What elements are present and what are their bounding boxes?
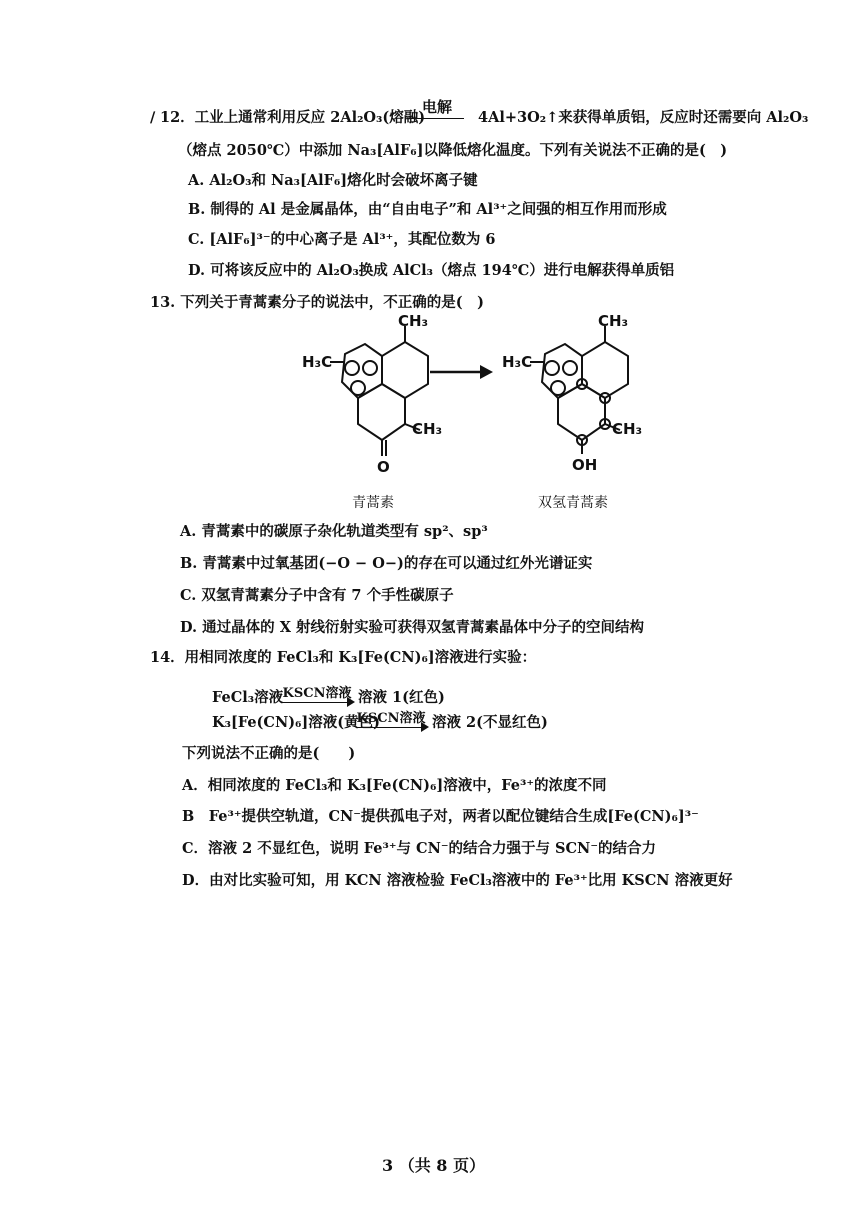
dha-oh-label: OH (572, 456, 598, 474)
q12-option-a: A. Al₂O₃和 Na₃[AlF₆]熔化时会破坏离子键 (188, 172, 478, 189)
dha-o2 (563, 361, 577, 375)
page-number: 3 （共 8 页） (382, 1156, 485, 1175)
q12-stem-c: （熔点 2050℃）中添加 Na₃[AlF₆]以降低熔化温度。下列有关说法不正确的是( ) (178, 142, 728, 159)
artemisinin-ch3-top-label: CH₃ (398, 312, 429, 330)
dha-h3c-label: H₃C (502, 353, 533, 371)
dihydroartemisinin-caption: 双氢青蒿素 (538, 495, 608, 511)
q12-stem-a: 12．工业上通常利用反应 2Al₂O₃(熔融) (160, 109, 426, 126)
q14-reaction2-arrow-label: KSCN溶液 (356, 711, 426, 726)
q13-option-a: A. 青蒿素中的碳原子杂化轨道类型有 sp²、sp³ (180, 523, 488, 540)
q14-reaction1-left: FeCl₃溶液 (212, 689, 284, 706)
artemisinin-ring-right (382, 342, 428, 398)
artemisinin-ring-lower (358, 384, 405, 440)
q12-option-b: B. 制得的 Al 是金属晶体，由“自由电子”和 Al³⁺之间强的相互作用而形成 (188, 201, 667, 218)
q13-option-d: D. 通过晶体的 X 射线衍射实验可获得双氢青蒿素晶体中分子的空间结构 (180, 619, 644, 636)
q13-stem: 13. 下列关于青蒿素分子的说法中，不正确的是( ) (150, 294, 484, 311)
q14-reaction1-arrow-shaft (282, 702, 352, 703)
artemisinin-o3 (351, 381, 365, 395)
q14-reaction2-left: K₃[Fe(CN)₆]溶液(黄色) (212, 714, 380, 731)
q14-reaction2-arrow-head (421, 722, 429, 732)
dha-o1 (545, 361, 559, 375)
q14-option-b: B Fe³⁺提供空轨道，CN⁻提供孤电子对，两者以配位键结合生成[Fe(CN)₆]³⁻ (182, 808, 699, 825)
q14-option-a: A．相同浓度的 FeCl₃和 K₃[Fe(CN)₆]溶液中，Fe³⁺的浓度不同 (182, 777, 607, 794)
q14-reaction1-right: 溶液 1(红色) (358, 689, 445, 706)
artemisinin-o1 (345, 361, 359, 375)
q13-option-b: B. 青蒿素中过氧基团(−O − O−)的存在可以通过红外光谱证实 (180, 555, 593, 572)
q14-stem: 14．用相同浓度的 FeCl₃和 K₃[Fe(CN)₆]溶液进行实验： (150, 649, 537, 666)
q14-reaction1-arrow-head (347, 697, 355, 707)
q12-mark: ∕ (150, 109, 156, 126)
dha-ch3-bottom-label: CH₃ (612, 420, 643, 438)
artemisinin-o-label: O (377, 458, 390, 476)
dha-ring-right (582, 342, 628, 398)
q14-option-c: C．溶液 2 不显红色，说明 Fe³⁺与 CN⁻的结合力强于与 SCN⁻的结合力 (182, 840, 656, 857)
q14-ask: 下列说法不正确的是( ) (182, 745, 356, 762)
q14-option-d: D．由对比实验可知，用 KCN 溶液检验 FeCl₃溶液中的 Fe³⁺比用 KSCN 溶液更好 (182, 872, 733, 889)
q12-option-c: C. [AlF₆]³⁻的中心离子是 Al³⁺，其配位数为 6 (188, 231, 496, 248)
q13-option-c: C. 双氢青蒿素分子中含有 7 个手性碳原子 (180, 587, 454, 604)
q14-reaction2-arrow-shaft (356, 727, 426, 728)
artemisinin-caption: 青蒿素 (352, 495, 394, 511)
q13-reaction-figure (0, 312, 867, 492)
artemisinin-h3c-label: H₃C (302, 353, 333, 371)
q12-arrow-shaft (410, 118, 464, 119)
artemisinin-o2 (363, 361, 377, 375)
q14-reaction1-arrow-label: KSCN溶液 (282, 686, 352, 701)
dha-o3 (551, 381, 565, 395)
q12-stem-b: 4Al+3O₂↑来获得单质铝，反应时还需要向 Al₂O₃ (478, 109, 809, 126)
q12-arrow-label: 电解 (421, 98, 452, 116)
q13-reaction-arrow-head (480, 365, 493, 379)
q14-reaction2-right: 溶液 2(不显红色) (432, 714, 548, 731)
artemisinin-ch3-bottom-label: CH₃ (412, 420, 443, 438)
dha-ch3-top-label: CH₃ (598, 312, 629, 330)
dha-ring-lower (558, 384, 605, 440)
q12-option-d: D. 可将该反应中的 Al₂O₃换成 AlCl₃（熔点 194℃）进行电解获得单质铝 (188, 262, 675, 279)
